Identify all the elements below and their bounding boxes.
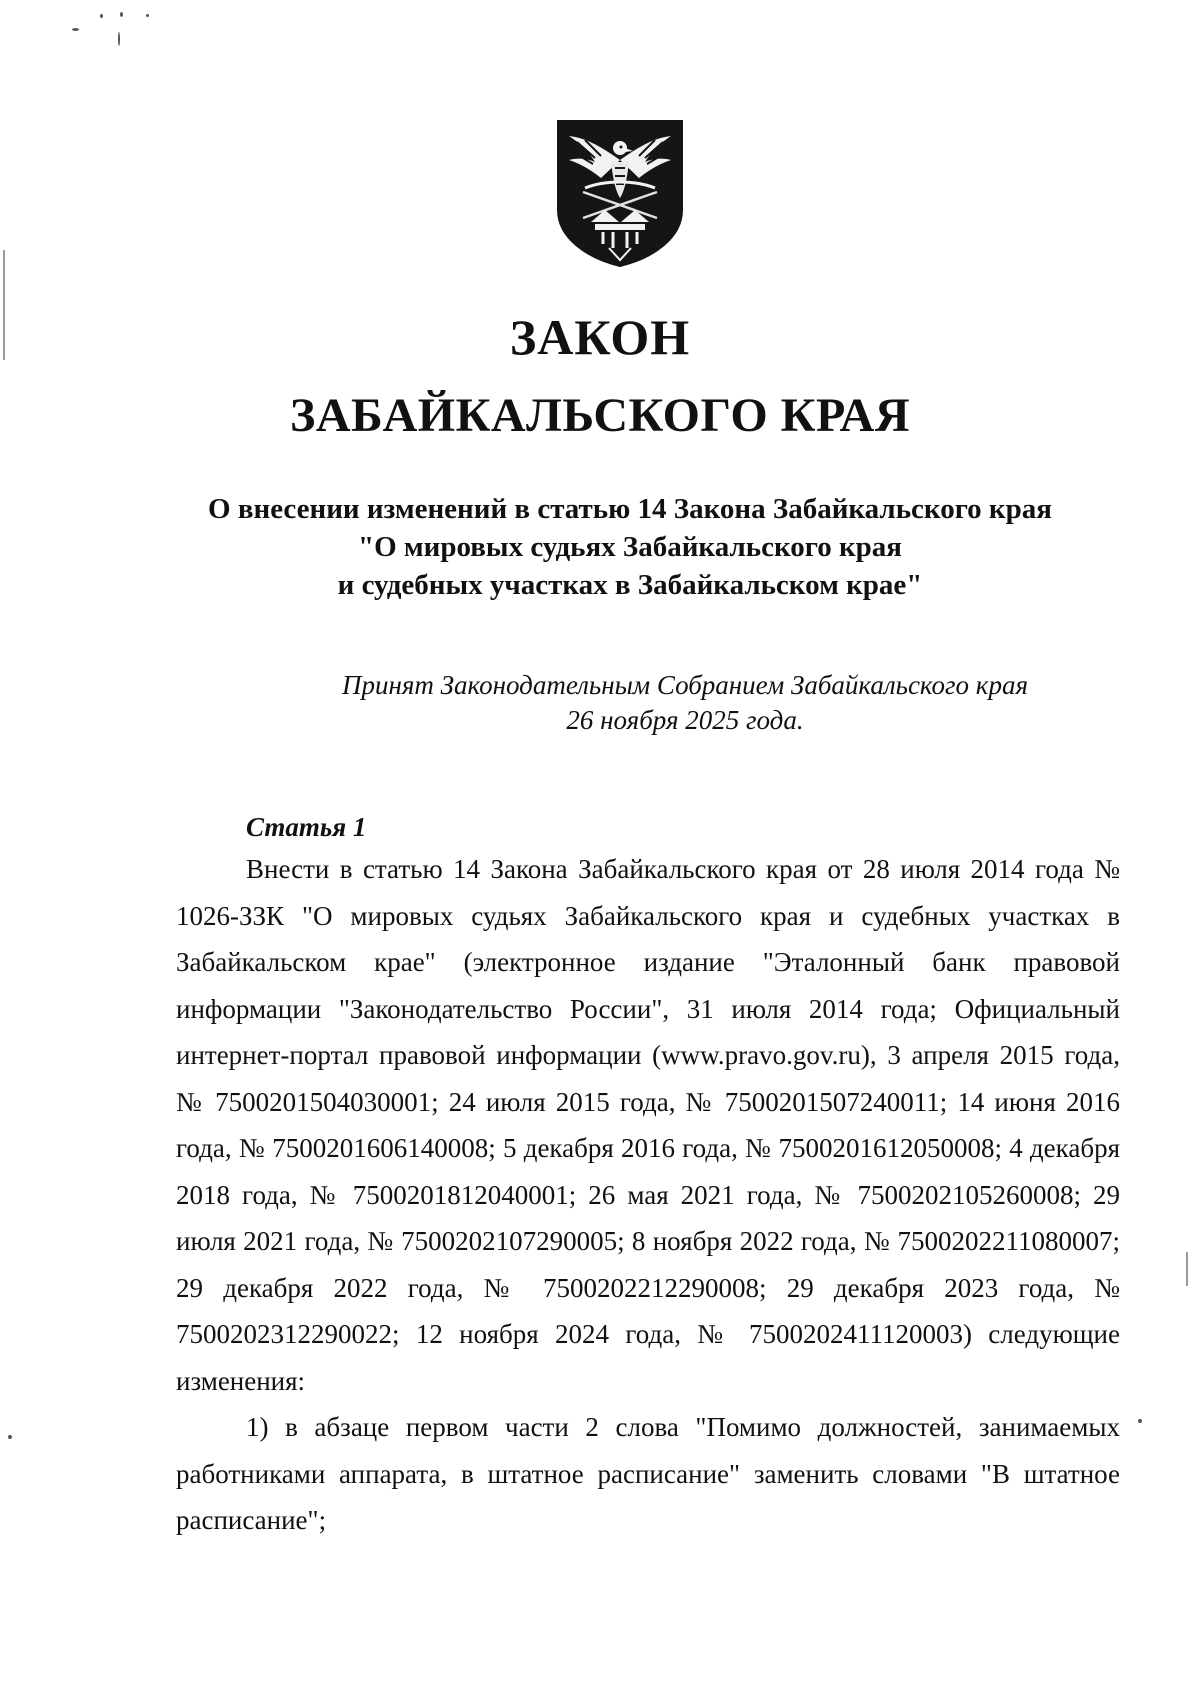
law-name [140,490,1120,604]
scan-speck [72,28,79,31]
scan-speck [8,1435,12,1439]
law-name-line: "О мировых судьях Забайкальского края [357,531,902,563]
adoption-line: Принят Законодательным Собранием Забайкальского края [341,670,1028,700]
scan-speck [120,12,123,17]
scan-speck [1138,1419,1142,1423]
article-paragraph: Внести в статью 14 Закона Забайкальского края от 28 июля 2014 года № 1026-ЗЗК "О мировых судьях Забайкальского края и судебных участках в Забайкальском крае" (электронное издание "Эталонный банк правовой информации "Законодательство России", 31 июля 2014 года; Официальный интернет-портал правовой информации (www.pravo.gov.ru), 3 апреля 2015 года, № 7500201504030001; 24 июля 2015 года, № 7500201507240011; 14 июня 2016 года, № 7500201606140008; 5 декабря 2016 года, № 7500201612050008; 4 декабря 2018 года, № 7500201812040001; 26 мая 2021 года, № 7500202105260008; 29 июля 2021 года, № 7500202107290005; 8 ноября 2022 года, № 7500202211080007; 29 декабря 2022 года, № 7500202212290008; 29 декабря 2023 года, № 7500202312290022; 12 ноября 2024 года, № 7500202411120003) следующие изменения: [176,854,1120,1396]
article-heading: Статья 1 [246,812,367,842]
adoption-note [300,668,1070,738]
article-paragraph: 1) в абзаце первом части 2 слова "Помимо должностей, занимаемых работниками аппарата, в штатное расписание" заменить словами "В штатное расписание"; [176,1412,1120,1535]
scan-speck [118,32,120,46]
law-name-line: и судебных участках в Забайкальском крае" [337,569,923,601]
document-region-title: ЗАБАЙКАЛЬСКОГО КРАЯ [290,389,910,442]
scan-speck [100,14,103,18]
article-body [176,846,1120,1544]
adoption-date: 26 ноября 2025 года. [566,705,804,735]
scan-speck [146,14,149,17]
regional-coat-of-arms-icon [555,118,685,268]
law-name-line: О внесении изменений в статью 14 Закона Забайкальского края [208,493,1052,525]
document-title: ЗАКОН [509,309,691,365]
scan-edge-mark [1186,1252,1188,1286]
